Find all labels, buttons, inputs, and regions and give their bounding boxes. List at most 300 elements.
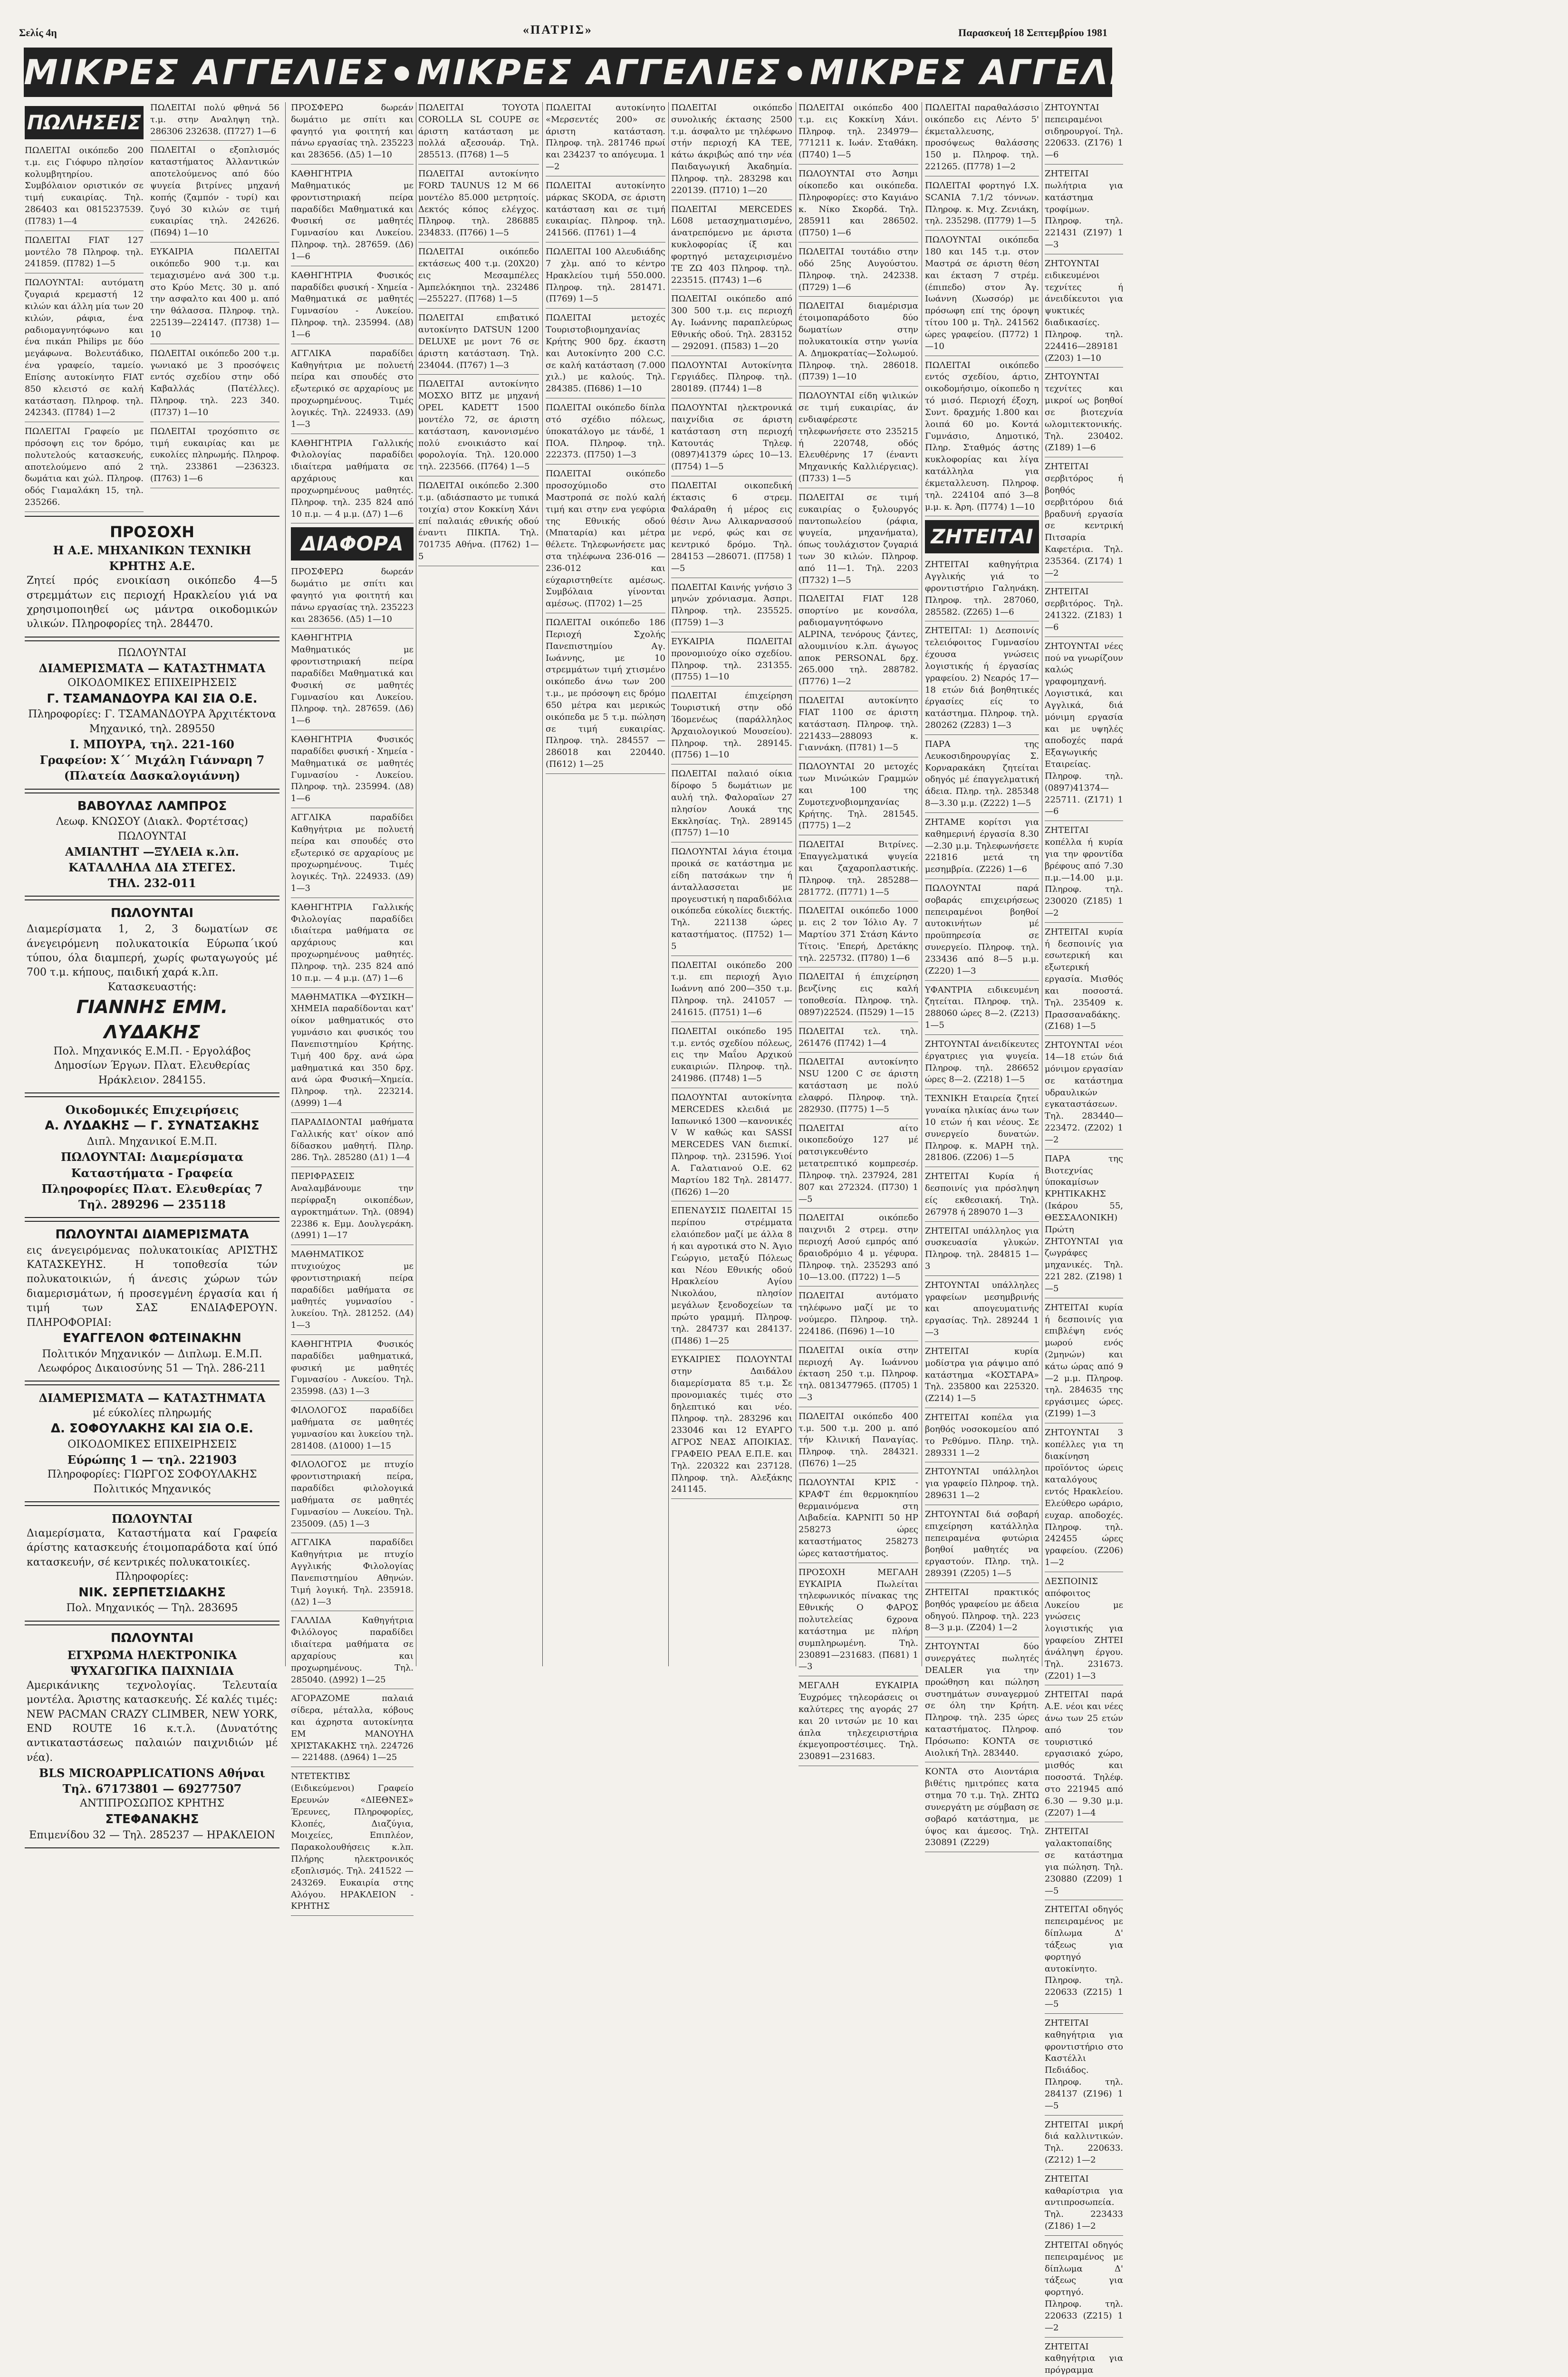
ad-text: ΠΡΟΣΦΕΡΩ δωρεάν δωμάτιο με σπίτι και φαγητό για φοιτητή και πάνω εργασίας τηλ. 235223 και 283656. (Δ5) 1—10 (291, 103, 414, 160)
ad-text: ΠΩΛΕΙΤΑΙ οικόπεδο 400 τ.μ. 500 τ.μ. 200 μ. από τήν Κλινική Παναγίας. Πληροφ. τηλ. 284321. (Π676) 1—25 (798, 1411, 918, 1469)
classified-ad (798, 593, 918, 691)
notice-phone: ΤΗΛ. 232-011 (107, 876, 197, 890)
classified-ad (671, 480, 792, 578)
column-4 (546, 102, 665, 1666)
classified-ad (25, 426, 144, 512)
column-6 (798, 102, 918, 1762)
ad-text: ΠΩΛΕΙΤΑΙ οικόπεδο 200 τ.μ. γωνιακό με 3 προσόψεις εντός σχεδίου στην οδό Καβαλλάς (Πατέλλες). Πληροφ. τηλ. 223 340. (Π737) 1—10 (150, 348, 279, 417)
classified-ad (925, 1412, 1039, 1462)
ad-text: ΖΗΤΟΥΝΤΑΙ 3 κοπέλλες για τη διακίνηση προϊόντος ώρεις καταλόγους εντός Ηρακλείου. Ελεύθερο ωράριο, ευχαρ. αποδοχές. Πληροφ. τηλ. 242455 ώρες γραφείου. (Z206) 1—2 (1045, 1427, 1123, 1568)
ad-text: ΠΩΛΟΥΝΤΑΙ: αυτόματη ζυγαριά κρεμαστή 12 κιλών και άλλη μία των 20 κιλών, ράφια, ένα ραδιομαγνητόφωνο και ένα πικάπ Philips με δύο μεγάφωνα. Βολευτάδικο, ένα γραφείο, ταμείο. Επίσης αυτοκίνητο FIAT 850 κλειστό σε καλή κατάσταση. Πληροφ. τηλ. 242343. (Π784) 1—2 (25, 278, 144, 418)
notice-info: Πληροφορίες: ΓΙΩΡΓΟΣ ΣΟΦΟΥΛΑΚΗΣ Πολιτικός Μηχανικός (47, 1469, 257, 1495)
classified-ad (798, 168, 918, 242)
classified-ad (798, 761, 918, 835)
banner-title: ΜΙΚΡΕΣ ΑΓΓΕΛΙΕΣ (809, 52, 1175, 92)
classified-ad (925, 559, 1039, 621)
section-title-wanted: ΖΗΤΕΙΤΑΙ (925, 520, 1039, 553)
ad-text: ΠΩΛΕΙΤΑΙ οικόπεδο 200 τ.μ. εις Γιόφυρο πλησίον κολυμβητηρίου. Συμβόλαιον οριστικόν σε τιμή ευκαιρίας. Τηλ. 286403 και 0815237539. (Π783) 1—4 (25, 145, 144, 226)
ad-text: ΠΩΛΕΙΤΑΙ ή έπιχείρηση βενζίνης εις καλή τοποθεσία. Πληροφ. τηλ. 0897)22524. (Π529) 1—15 (798, 972, 918, 1017)
notice-company: ΓΙΑΝΝΗΣ ΕΜΜ. ΛΥΔΑΚΗΣ (76, 996, 228, 1043)
classified-ad (798, 695, 918, 757)
notice-body: Διαμερίσματα, Καταστήματα καί Γραφεία άρίστης κατασκευής έτοιμοπαράδοτα καί ύπό κατασκευήν, σέ κεντρικές πολυκατοικίες. (27, 1527, 278, 1568)
classified-ad (925, 1226, 1039, 1276)
column-1a (25, 102, 144, 516)
notice-title: ΠΩΛΟΥΝΤΑΙ (110, 1631, 194, 1645)
notice-body: Ζητεί πρός ενοικίαση οικόπεδο 4—5 στρεμμάτων εις περιοχή Ηρακλείου γιά να χρησιμοποιηθεί ως μάντρα οικοδομικών υλικών. Πληροφορίες τηλ. 284470. (27, 575, 278, 630)
ad-text: ΠΩΛΟΥΝΤΑΙ λάγια έτοιμα προικά σε κατάστημα με είδη πατσάκων την ή άνταλλασσεται με προγευστική η παραδιδόλια οικόπεδα εύκολίες διεκτής. Τηλ. 221138 ώρες καταστήματος. (Π752) 1—5 (671, 847, 792, 951)
ad-text: ΠΩΛΟΥΝΤΑΙ 20 μετοχές των Μινώικών Γραμμών και 100 της Ζυμοτεχνοβιομηχανίας Κρήτης. Τηλ. 281545. (Π775) 1—2 (798, 762, 918, 831)
classified-ad (925, 625, 1039, 734)
notice-title: ΠΡΟΣΟΧΗ (110, 522, 194, 541)
classified-ad (925, 1093, 1039, 1167)
ad-list (671, 102, 792, 1499)
classified-ad (1045, 2174, 1123, 2236)
classified-ad (1045, 1826, 1123, 1900)
ad-text: ΠΩΛΕΙΤΑΙ FIAT 128 σπορτίνο με κονσόλα, ραδιομαγνητόφωνο ALPINA, τενόρους ζάντες, αλουμινίου κ.λπ. άγωγος αποκ PERSONAL δρχ. 265.000 τηλ. 288782. (Π776) 1—2 (798, 594, 918, 687)
classified-ad (798, 971, 918, 1022)
classified-ad (925, 102, 1039, 176)
classified-ad (291, 1537, 414, 1611)
classified-ad (546, 312, 665, 398)
ad-text: ΖΗΤΕΙΤΑΙ πρακτικός βοηθός γραφείου με άδεια οδηγού. Πληροφ. τηλ. 223 8—3 μ.μ. (Z204) 1—2 (925, 1587, 1039, 1633)
ad-text: ΠΩΛΕΙΤΑΙ αυτοκίνητο FORD TAUNUS 12 Μ 66 μοντέλο 85.000 μετρητοίς. Δεκτός κόπος ελέγχος. Πληροφ. τηλ. 286885 234833. (Π766) 1—5 (418, 169, 539, 238)
classified-ad (418, 480, 539, 566)
ad-text: ΠΩΛΕΙΤΑΙ τροχόσπιτο σε τιμή ευκαιρίας και με ευκολίες πληρωμής. Πληροφ. τηλ. 233861 —236323. (Π763) 1—6 (150, 426, 279, 484)
notice-foteinakis (25, 1221, 279, 1382)
classified-ad (1045, 1302, 1123, 1423)
page-number: Σελίς 4η (19, 27, 57, 39)
ad-text: ΚΑΘΗΓΗΤΡΙΑ Φυσικός παραδίδει φυσική - Χημεία - Μαθηματικά σε μαθητές Γυμνασίου - Λυκείου. Πληροφ. τηλ. 235994. (Δ8) 1—6 (291, 270, 414, 339)
classified-ad (925, 1171, 1039, 1221)
ad-text: ΖΗΤΟΥΝΤΑΙ πεπειραμένοι σιδηρουργοί. Τηλ. 220633. (Z176) 1—6 (1045, 103, 1123, 160)
classified-ad (671, 1026, 792, 1088)
classified-ad (925, 234, 1039, 356)
ad-text: ΖΗΤΟΥΝΤΑΙ δύο συνεργάτες πωλητές DEALER για την προώθηση και πώληση συστημάτων συναγερμού σε όλη την Κρήτη. Πληροφ. τηλ. 235 ώρες καταστήματος. Πληροφ. Πρόσωπο: ΚΟΝΤΑ σε Αιολική Τηλ. 283440. (925, 1642, 1039, 1758)
notice-address: Γραφείον: Χ΄΄ Μιχάλη Γιάνναρη 7 (Πλατεία Δασκαλογιάννη) (39, 753, 265, 783)
ad-text: ΖΗΤΕΙΤΑΙ κυρία ή δεσποινίς για εσωτερική και εξωτερική εργασία. Μισθός και ποσοστά. Τηλ. 235409 κ. Πρασσαναδάκης. (Z168) 1—5 (1045, 927, 1123, 1032)
banner-separator: ● (1179, 61, 1198, 83)
classified-ad (546, 246, 665, 309)
classified-ad (1045, 2240, 1123, 2338)
ad-text: ΠΩΛΕΙΤΑΙ τελ. τηλ. 261476 (Π742) 1—4 (798, 1026, 918, 1048)
classified-ad (1045, 641, 1123, 821)
ad-text: ΖΗΤΕΙΤΑΙ κοπέλλα ή κυρία για την φροντίδα βρέφους από 7.30 π.μ.—14.00 μ.μ. Πληροφ. τηλ. 230020 (Z185) 1—2 (1045, 825, 1123, 918)
notice-company: ΕΥΑΓΓΕΛΟΝ ΦΩΤΕΙΝΑΚΗΝ (63, 1331, 241, 1345)
classified-ad (418, 246, 539, 309)
notice-title: ΔΙΑΜΕΡΙΣΜΑΤΑ — ΚΑΤΑΣΤΗΜΑΤΑ (38, 1391, 266, 1405)
ad-text: ΖΗΤΕΙΤΑΙ παρά Α.Ε. νέοι και νέες άνω των 25 ετών από τον τουριστικό εργασιακό χώρο, μισθός και ποσοστά. Τηλέφ. στο 221945 από 6.30 — 9.30 μ.μ. (Z207) 1—4 (1045, 1690, 1123, 1818)
notice-sub: ΕΓΧΡΩΜΑ ΗΛΕΚΤΡΟΝΙΚΑ ΨΥΧΑΓΩΓΙΚΑ ΠΑΙΧΝΙΔΙΑ (67, 1648, 237, 1678)
classified-ad (291, 1171, 414, 1245)
classified-ad (291, 1339, 414, 1401)
banner-separator: ● (393, 61, 412, 83)
classified-ad (798, 905, 918, 967)
ad-text: ΠΩΛΕΙΤΑΙ οικόπεδο δίπλα στό σχέδιο πόλεως, ύποκατάλογο με τάνδέ, 1 ΠΟΑ. Πληροφ. τηλ. 222373. (Π750) 1—3 (546, 403, 665, 460)
banner-title: ΜΙΚΡΕΣ ΑΓΓΕΛΙΕΣ (416, 52, 782, 92)
notice-title: ΠΩΛΟΥΝΤΑΙ ΔΙΑΜΕΡΙΣΜΑΤΑ (55, 1227, 249, 1242)
ad-text: ΑΓΓΛΙΚΑ παραδίδει Καθηγήτρια με πολυετή πείρα και σπουδές στο εξωτερικό σε αρχαρίους με προχωρημένους. Τιμές λογικές. Τηλ. 224933. (Δ9) 1—3 (291, 812, 414, 893)
ad-text: ΠΩΛΟΥΝΤΑΙ ηλεκτρονικά παιχνίδια σε άριστη κατάσταση στη περιοχή Κατουτάς Τηλεφ. (0897)41379 ώρες 10—13. (Π754) 1—5 (671, 403, 792, 472)
notice-body: εις άνεγειρόμενας πολυκατοικίας ΑΡΙΣΤΗΣ ΚΑΤΑΣΚΕΥΗΣ. Η τοποθεσία τών πολυκατοικιών, ή άνεσις χώρων τών διαμερισμάτων, ή προσεγμένη έργασία και ή τιμή των ΣΑΣ ΕΝΔΙΑΦΕΡΟΥΝ. ΠΛΗΡΟΦΟΡΙΑΙ: (27, 1244, 278, 1329)
ad-list (291, 102, 414, 523)
ad-text: ΦΙΛΟΛΟΓΟΣ παραδίδει μαθήματα σε μαθητές γυμνασίου και λυκείου τηλ. 281408. (Δ1000) 1—15 (291, 1405, 414, 1451)
classified-ad (1045, 168, 1123, 254)
ad-text: ΠΩΛΕΙΤΑΙ οικόπεδο από 300 500 τ.μ. εις περιοχή Αγ. Ιωάννης παραπλεύρως Εθνικής οδού. Τηλ. 283152 — 292091. (Π583) 1—20 (671, 294, 792, 351)
column-divider (668, 102, 669, 1666)
ad-text: ΖΗΤΕΙΤΑΙ καθηγήτρια για πρόγραμμα (1045, 2341, 1123, 2376)
classified-ad (798, 246, 918, 297)
banner-title: ΜΙΚΡΕΣ ΑΓΓΕΛΙΕΣ (1202, 52, 1568, 92)
ad-text: ΖΗΤΕΙΤΑΙ καθαρίστρια για αντιπροσωπεία. Τηλ. 223433 (Z186) 1—2 (1045, 2174, 1123, 2232)
ad-text: ΠΩΛΟΥΝΤΑΙ παρά σοβαράς επιχειρήσεως πεπειραμένοι βοηθοί αυτοκινήτων μέ προϋπηρεσία σε συνεργείο. Πληροφ. τηλ. 233436 από 8—5 μ.μ. (Z220) 1—3 (925, 883, 1039, 976)
classified-ad (291, 348, 414, 434)
classified-ad (671, 1354, 792, 1499)
ad-text: ΠΩΛΕΙΤΑΙ FIAT 127 μοντέλο 78 Πληροφ. τηλ. 241859. (Π782) 1—5 (25, 235, 144, 269)
classified-ad (798, 1056, 918, 1119)
ad-text: ΠΩΛΕΙΤΑΙ οικόπεδο συνολικής έκτασης 2500 τ.μ. άσφαλτο με τηλέφωνο στήν περιοχή ΚΑ ΤΕΕ, κάτω άκριβώς από την νέα Παιδαγωγική Άκαδημία. Πληροφ. τηλ. 283298 και 220139. (Π710) 1—20 (671, 103, 792, 195)
ad-text: ΠΩΛΕΙΤΑΙ TOYOTA COROLLA SL COUPE σε άριστη κατάσταση με πολλά αξεσουάρ. Τηλ. 285513. (Π768) 1—5 (418, 103, 539, 160)
notice-phone: Πολ. Μηχανικός — Τηλ. 283695 (66, 1602, 238, 1614)
ad-list (925, 102, 1039, 516)
notice-title: ΠΩΛΟΥΝΤΑΙ (117, 647, 187, 659)
ad-text: ΠΩΛΕΙΤΑΙ οικόπεδο εκτάσεως 400 τ.μ. (20Χ20) εις Μεσαμπέλες Άμπελόκηποι τηλ. 232486 —255227. (Π768) 1—5 (418, 247, 539, 304)
classified-ad (671, 1092, 792, 1201)
notice-sub: μέ εύκολίες πληρωμής (93, 1407, 212, 1419)
banner-title: ΜΙΚΡΕΣ ΑΓΓΕΛΙΕΣ (24, 52, 389, 92)
classified-ad (798, 1477, 918, 1563)
notice-label: Πληροφορίες: (115, 1571, 189, 1583)
ad-text: ΚΑΘΗΓΗΤΡΙΑ Γαλλικής Φιλολογίας παραδίδει ιδιαίτερα μαθήματα σε αρχάριους και προχωρημένους μαθητές. Πληροφ. τηλ. 235 824 από 10 π.μ. — 4 μ.μ. (Δ7) 1—6 (291, 902, 414, 983)
notice-company: Γ. ΤΣΑΜΑΝΔΟΥΡΑ ΚΑΙ ΣΙΑ Ο.Ε. (47, 691, 258, 706)
ad-text: ΠΩΛΟΥΝΤΑΙ στο Άσημι οίκοπεδο και οικόπεδα. Πληροφορίες: στο Καγιάνο κ. Νίκο Σκορδά. Τηλ. 285911 και 286502. (Π750) 1—6 (798, 169, 918, 238)
classified-ad (546, 180, 665, 242)
ad-text: ΚΑΘΗΓΗΤΡΙΑ Φυσικός παραδίδει μαθηματικά, φυσική με μαθητές Γυμνασίου - Λυκείου. Τηλ. 235998. (Δ3) 1—3 (291, 1339, 414, 1397)
classified-ad (25, 235, 144, 273)
classified-ad (925, 985, 1039, 1035)
notice-title: ΠΩΛΟΥΝΤΑΙ (117, 830, 187, 842)
classifieds-banner (24, 48, 1568, 97)
classified-ad (925, 180, 1039, 231)
ad-text: ΠΑΡΑ της Λευκοσιδηρουργίας Σ. Κορναρακάκη ζητείται οδηγός μέ έπαγγελματική άδεια. Πληρ. τηλ. 285348 8—3.30 μ.μ. (Z222) 1—5 (925, 739, 1039, 809)
notice-company: ΒΑΒΟΥΛΑΣ ΛΑΜΠΡΟΣ (77, 799, 227, 813)
classified-ad (1045, 258, 1123, 367)
notice-item: ΠΩΛΟΥΝΤΑΙ: Διαμερίσματα (60, 1150, 244, 1164)
notice-sub: ΟΙΚΟΔΟΜΙΚΕΣ ΕΠΙΧΕΙΡΗΣΕΙΣ (67, 677, 237, 689)
ad-text: ΑΓΓΛΙΚΑ παραδίδει Καθηγήτρια με πτυχίο Αγγλικής Φιλολογίας Πανεπιστημίου Αθηνών. Τιμή λογική. Τηλ. 235918. (Δ2) 1—3 (291, 1537, 414, 1607)
notice-phone: Ι. ΜΠΟΥΡΑ, τηλ. 221-160 (70, 737, 234, 752)
notice-company: Δ. ΣΟΦΟΥΛΑΚΗΣ ΚΑΙ ΣΙΑ Ο.Ε. (50, 1421, 254, 1436)
classified-ad (1045, 2018, 1123, 2116)
classified-ad (291, 734, 414, 808)
classified-ad (546, 617, 665, 774)
classified-ad (798, 1026, 918, 1053)
classified-ad (925, 1587, 1039, 1637)
ad-text: ΠΩΛΕΙΤΑΙ οικόπεδο 400 τ.μ. εις Κοκκίνη Χάνι. Πληροφ. τηλ. 234979—771211 κ. Ιωάν. Σταθάκη. (Π740) 1—5 (798, 103, 918, 160)
classified-ad (671, 636, 792, 686)
ad-text: ΠΡΟΣΟΧΗ ΜΕΓΑΛΗ ΕΥΚΑΙΡΙΑ Πωλείται τηλεφωνικός πίνακας της Εθνικής Ο ΦΑΡΟΣ πολυτελείας 6χρονα κατάστημα με πλήρη συμπληρωμένη. Τηλ. 230891—231683. (Π681) 1—3 (798, 1567, 918, 1672)
classified-ad (671, 293, 792, 356)
ad-text: ΖΗΤΕΙΤΑΙ καθηγήτρια Αγγλικής γιά το φροντιστήριο Γαληνάκη. Πληροφ. τηλ. 287060, 285582. (Z265) 1—6 (925, 560, 1039, 617)
ad-list (546, 102, 665, 774)
ad-text: ΖΗΤΕΙΤΑΙ υπάλληλος για συσκευασία γλυκών. Πληροφ. τηλ. 284815 1—3 (925, 1226, 1039, 1271)
notice-label: Κατασκευαστής: (107, 981, 197, 993)
classified-ad (925, 1280, 1039, 1342)
classified-ad (418, 168, 539, 242)
classified-ad (798, 300, 918, 387)
notice-company: Α. ΛΥΔΑΚΗΣ — Γ. ΣΥΝΑΤΣΑΚΗΣ (45, 1119, 260, 1133)
ad-text: ΚΑΘΗΓΗΤΡΙΑ Μαθηματικός με φροντιστηριακή πείρα παραδίδει Μαθηματικά και Φυσική σε μαθητές Γυμνασίου και Λυκείου. Πληροφ. τηλ. 287659. (Δ6) 1—6 (291, 633, 414, 726)
ad-text: ΠΩΛΕΙΤΑΙ τουτάδιο στην οδό 25ης Αυγούστου. Πληροφ. τηλ. 242338. (Π729) 1—6 (798, 247, 918, 292)
notice-phone: Τηλ. 289296 — 235118 (78, 1197, 226, 1211)
notice-sofoulakis (25, 1384, 279, 1502)
ad-text: ΑΓΓΛΙΚΑ παραδίδει Καθηγήτρια με πολυετή πείρα και σπουδές στο εξωτερικό σε αρχαρίους με προχωρημένους. Τιμές λογικές. Τηλ. 224933. (Δ9) 1—3 (291, 348, 414, 429)
page-header (19, 14, 1107, 48)
section-title-sales: ΠΩΛΗΣΕΙΣ (25, 106, 144, 139)
classified-ad (1045, 461, 1123, 582)
classified-ad (671, 960, 792, 1022)
ad-text: ΠΩΛΟΥΝΤΑΙ αυτοκίνητα MERCEDES κλειδιά με Ιαπωνικό 1300 —κανονικές V W καθώς και SASSI MERCEDES VAN διεπικί. Πληροφ. τηλ. 231596. Υιοί Α. Γαλατιανού Ο.Ε. 62 Μαρτίου 182 Τηλ. 281477. (Π626) 1—20 (671, 1092, 792, 1197)
ad-text: ΔΕΣΠΟΙΝΙΣ απόφοιτος Λυκείου με γνώσεις λογιστικής για γραφείου ΖΗΤΕΙ άνάληψη έργου. Τηλ. 231673. (Z201) 1—3 (1045, 1576, 1123, 1681)
classified-ad (291, 812, 414, 898)
ad-text: ΠΩΛΕΙΤΑΙ φορτηγό Ι.Χ. SCANIA 7.1/2 τόννων. Πληροφ. κ. Μιχ. Ζενιάκη, τηλ. 235298. (Π779) 1—5 (925, 180, 1039, 226)
notice-proschi (25, 516, 279, 638)
ad-text: ΠΩΛΟΥΝΤΑΙ οικόπεδα 180 και 145 τ.μ. στον Μαστρά σε άριστη θέση και έκταση 7 στρέμ. (έπιπεδο) στον Άγ. Ιωάννη (Χωσσόρ) με πρόσωφη επί της όροψη τίτου 100 μ. Τηλ. 241562 ώρες γραφείου. (Π772) 1—10 (925, 235, 1039, 351)
classified-ad (150, 246, 279, 344)
column-2 (291, 102, 414, 1912)
ad-text: ΖΗΤΕΙΤΑΙ σερβιτόρος. Τηλ. 241322. (Z183) 1—6 (1045, 587, 1123, 632)
notice-lydakis (25, 899, 279, 1093)
ad-list (798, 102, 918, 1766)
notice-label: ΑΝΤΙΠΡΟΣΩΠΟΣ ΚΡΗΤΗΣ (80, 1797, 224, 1810)
classified-ad (925, 817, 1039, 879)
classified-ad (291, 1693, 414, 1767)
ad-text: ΖΗΤΕΙΤΑΙ κοπέλα για βοηθός νοσοκομείου από το Ρεθύμνο. Πληρ. τηλ. 289331 1—2 (925, 1412, 1039, 1458)
ad-text: ΕΥΚΑΙΡΙΑ ΠΩΛΕΙΤΑΙ προνομιούχο οίκο σχεδίου. Πληροφ. τηλ. 231355. (Π755) 1—10 (671, 636, 792, 682)
classified-ad (418, 102, 539, 164)
ad-text: ΠΩΛΕΙΤΑΙ οικόπεδο 195 τ.μ. εντός σχεδίου πόλεως, εις την Μαΐου Αρχικού ευκαιριών. Πληροφ. τηλ. 241986. (Π748) 1—5 (671, 1026, 792, 1084)
notice-company: ΣΤΕΦΑΝΑΚΗΣ (105, 1812, 199, 1826)
ad-text: ΠΩΛΕΙΤΑΙ αίτο οικοπεδούχο 127 μέ ρατσιγκευθέντο μετατρεπτικό κομπρεσέρ. Πληροφ. τηλ. 237924, 281 807 και 272324. (Π730) 1—5 (798, 1123, 918, 1204)
ad-text: ΦΙΛΟΛΟΓΟΣ με πτυχίο φροντιστηριακή πείρα, παραδίδει φιλολογικά μαθήματα σε μαθητές Γυμνασίου — Λυκείου. Τηλ. 235009. (Δ5) 1—3 (291, 1459, 414, 1529)
column-5 (671, 102, 792, 1666)
ad-text: ΖΗΤΕΙΤΑΙ πωλήτρια για κατάστημα τροφίμων. Πληροφ. τηλ. 221431 (Z197) 1—3 (1045, 169, 1123, 250)
notice-item: ΚΑΤΑΛΛΗΛΑ ΔΙΑ ΣΤΕΓΕΣ. (68, 860, 236, 875)
notice-tsamandoura (25, 640, 279, 790)
ad-text: ΚΑΘΗΓΗΤΡΙΑ Μαθηματικός με φροντιστηριακή πείρα παραδίδει Μαθηματικά και Φυσική σε μαθητές Γυμνασίου και Λυκείου. Πληροφ. τηλ. 287659. (Δ6) 1—6 (291, 169, 414, 261)
classified-ad (671, 102, 792, 200)
ad-text: ΠΩΛΕΙΤΑΙ Βιτρίνες. Έπαγγελματικά ψυγεία και ζαχαροπλαστικής. Πληροφ. τηλ. 285288—281772. (Π771) 1—5 (798, 840, 918, 897)
ad-text: ΠΕΡΙΦΡΑΣΕΙΣ Αναλαμβάνουμε την περίφραξη οικοπέδων, αγροκτημάτων. Τηλ. (0894) 22386 κ. Εμμ. Δουλγεράκη. (Δ991) 1—17 (291, 1171, 414, 1241)
ad-text: ΠΑΡΑΔΙΔΟΝΤΑΙ μαθήματα Γαλλικής κατ' οίκον από δίδασκου μαθητή. Πληρ. 286. Τηλ. 285280 (Δ1) 1—4 (291, 1117, 414, 1163)
ad-text: ΕΥΚΑΙΡΙΑ ΠΩΛΕΙΤΑΙ οικόπεδο 900 τ.μ. και τεμαχισμένο ανά 300 τ.μ. στο Κρύο Μετς. 30 μ. από την ασφαλτο και 400 μ. από την θάλασσα. Πληροφ. τηλ. 225139—224147. (Π738) 1—10 (150, 247, 279, 339)
ad-text: ΖΗΤΕΙΤΑΙ καθηγήτρια για φροντιστήριο στο Καστέλλι Πεδιάδος. Πληροφ. τηλ. 284137 (Z196) 1—5 (1045, 2018, 1123, 2111)
classified-ad (798, 492, 918, 590)
notice-title: Οικοδομικές Επιχειρήσεις (65, 1103, 239, 1117)
ad-text: ΠΩΛΕΙΤΑΙ αυτοκίνητο NSU 1200 C σε άριστη κατάσταση με πολύ ελαφρό. Πληροφ. τηλ. 282930. (Π775) 1—5 (798, 1057, 918, 1114)
classified-ad (798, 102, 918, 164)
ad-text: ΠΩΛΟΥΝΤΑΙ Αυτοκίνητα Γεργιάδες. Πληροφ. τηλ. 280189. (Π744) 1—8 (671, 360, 792, 394)
notice-address: Λεωφ. ΚΝΩΣΟΥ (Διακλ. Φορτέτσας) (56, 816, 248, 828)
notice-synatsakis (25, 1096, 279, 1218)
column-1b (150, 102, 279, 492)
ad-text: ΠΩΛΕΙΤΑΙ Γραφείο με πρόσοψη εις τον δρόμο, πολυτελούς κατασκευής, αποτελούμενο από 2 δωμάτια και χώλ. Πληροφ. οδός Γιαμαλάκη 15, τηλ. 235266. (25, 426, 144, 508)
classified-ad (925, 1641, 1039, 1762)
ad-text: ΖΗΤΟΥΝΤΑΙ διά σοβαρή επιχείρηση κατάλληλα πεπειραμένα φυτώρια βοηθοί μαθητές να εργαστούν. Πληρ. τηλ. 289391 (Z205) 1—5 (925, 1509, 1039, 1579)
column-8 (1045, 102, 1123, 2376)
classified-ad (291, 1249, 414, 1335)
banner-separator: ● (786, 61, 805, 83)
ad-text: ΖΗΤΕΙΤΑΙ κυρία μοδίστρα για ράψιμο από κατάστημα «ΚΟΣΤΑΡΑ» Τηλ. 235800 και 225320. (Z214) 1—5 (925, 1346, 1039, 1404)
classified-ad (546, 468, 665, 613)
ad-text: ΖΗΤΕΙΤΑΙ οδηγός πεπειραμένος με δίπλωμα Δ' τάξεως για φορτηγό. Πληροφ. τηλ. 220633 (Z215) 1—2 (1045, 2240, 1123, 2333)
classified-ad (671, 582, 792, 632)
classified-ad (291, 438, 414, 524)
classified-ad (546, 402, 665, 464)
ad-text: ΖΗΤΕΙΤΑΙ: 1) Δεσποινίς τελειόφοιτος Γυμνασίου έχουσα γνώσεις λογιστικής ή έργασίας γραφείου. 2) Νεαρός 17—18 ετών διά βοηθητικές έργασίες είς το κατάστημα. Πληροφ. τηλ. 280262 (Z283) 1—3 (925, 626, 1039, 731)
notice-company: ΝΙΚ. ΣΕΡΠΕΤΣΙΔΑΚΗΣ (78, 1585, 226, 1600)
classified-ad (798, 1345, 918, 1407)
ad-text: ΕΥΚΑΙΡΙΕΣ ΠΩΛΟΥΝΤΑΙ στην Δαιδάλου διαμερίσματα 85 τ.μ. Σε προνομιακές τιμές στο δηλεπτικό και νέο. Πληροφ. τηλ. 283296 και 233046 και 12 ΕΥΑΡΓΟ ΑΓΡΟΣ ΝΕΑΣ ΑΠΟΙΚΙΑΣ. ΓΡΑΦΕΙΟ ΡΕΑΛ Ε.Π.Ε. και Τηλ. 220322 και 237128. Πληροφ. τηλ. Αλεξάκης 241145. (671, 1354, 792, 1495)
classified-ad (925, 360, 1039, 517)
classified-ad (25, 277, 144, 422)
classified-ad (798, 1680, 918, 1766)
classified-ad (291, 168, 414, 266)
classified-ad (671, 846, 792, 956)
ad-text: ΠΩΛΟΥΝΤΑΙ ΚΡΙΣ - ΚΡΑΦΤ έπι θερμοκηπίου θερμαινόμενα στη Λιβαδεία. ΚΑΡΝΙΤΙ 50 ΗΡ 258273 ώρες καταστήματος 258273 ώρες καταστήματος. (798, 1477, 918, 1558)
classified-ad (150, 102, 279, 141)
notice-title: ΠΩΛΟΥΝΤΑΙ (110, 906, 194, 921)
classified-ad (798, 1123, 918, 1209)
ad-text: ΠΩΛΕΙΤΑΙ αυτοκίνητο μάρκας SKODA, σε άριστη κατάσταση και σε τιμή ευκαιρίας. Πληροφ. τηλ. 241566. (Π761) 1—4 (546, 180, 665, 238)
classified-ad (291, 1405, 414, 1455)
ad-list (418, 102, 539, 566)
classified-ad (671, 402, 792, 476)
ad-text: ΠΩΛΕΙΤΑΙ μετοχές Τουριστοβιομηχανίας Κρήτης 900 δρχ. έκαστη και Αυτοκίνητο 200 C.C. σε καλή κατάσταση (7.000 χιλ.) με καλούς. Τηλ. 284385. (Π686) 1—10 (546, 313, 665, 394)
ad-text: ΖΗΤΕΙΤΑΙ μικρή διά καλλιντικών. Τηλ. 220633. (Z212) 1—2 (1045, 2119, 1123, 2165)
classified-ad (291, 1615, 414, 1689)
classified-ad (291, 992, 414, 1113)
classified-ad (671, 360, 792, 398)
classified-ad (925, 883, 1039, 981)
ad-text: ΠΩΛΕΙΤΑΙ οικοπεδική έκτασις 6 στρεμ. Φαλάραθη ή μέρος εις θέσιν Άνω Αλικαρνασσού με νερό, φώς και σε κεντρικό δρόμο. Τηλ. 284153 —286071. (Π758) 1—5 (671, 481, 792, 573)
ad-text: ΚΑΘΗΓΗΤΡΙΑ Φυσικός παραδίδει φυσική - Χημεία - Μαθηματικά σε μαθητές Γυμνασίου - Λυκείου. Πληροφ. τηλ. 235994. (Δ8) 1—6 (291, 734, 414, 804)
ad-text: ΖΗΤΟΥΝΤΑΙ ειδικευμένοι τεχνίτες ή άνειδίκευτοι για ψυκτικές διαδικασίες. Πληροφ. τηλ. 224416—289181 (Z203) 1—10 (1045, 258, 1123, 363)
column-divider (285, 102, 286, 1666)
classified-ad (1045, 927, 1123, 1036)
classified-ad (671, 204, 792, 290)
ad-text: ΠΩΛΕΙΤΑΙ πολύ φθηνά 56 τ.μ. στην Αναληψη τηλ. 286306 232638. (Π727) 1—6 (150, 103, 279, 136)
classified-ad (925, 1766, 1039, 1852)
ad-text: ΖΗΤΕΙΤΑΙ Κυρία ή δεσποινίς για πρόσληψη είς εκθεσιακή. Τηλ. 267978 ή 289070 1—3 (925, 1171, 1039, 1217)
classified-ad (798, 390, 918, 488)
ad-text: ΖΗΤΟΥΝΤΑΙ νέοι 14—18 ετών διά μόνιμον εργασίαν σε κατάστημα υδραυλικών εγκαταστάσεων. Τηλ. 283440—223472. (Z202) 1—2 (1045, 1040, 1123, 1145)
notice-address: Εύρώπης 1 — τηλ. 221903 (67, 1453, 237, 1467)
ad-text: ΠΩΛΕΙΤΑΙ οικόπεδο 1000 μ. εις 2 τον Ίόλιο Αγ. 7 Μαρτίου 371 Στάση Κάντο Τίτοις. 'Επερή, Δρετάκης τηλ. 225732. (Π780) 1—6 (798, 906, 918, 963)
column-divider (542, 102, 543, 1666)
classified-ad (798, 1212, 918, 1286)
notice-body: Διαμερίσματα 1, 2, 3 δωματίων σε άνεγειρόμενη πολυκατοικία Εύρωπα΄ικού τύπου, όλα διαμπερή, χωρίς φωταγωγούς μέ 700 τ.μ. κήπους, παιδική χαρά κ.λπ. (27, 923, 278, 979)
ad-text: ΜΑΘΗΜΑΤΙΚΟΣ πτυχιούχος με φροντιστηριακή πείρα παραδίδει μαθήματα σε μαθητές γυμνασίου - λυκείου. Τηλ. 281252. (Δ4) 1—3 (291, 1249, 414, 1331)
ad-text: ΖΗΤΕΙΤΑΙ κυρία ή δεσποινίς για επιβλέψη ενός μωρού ενός (2μηνών) και κάτω ώρας από 9—2 μ.μ. Πληροφ. τηλ. 284635 της εργάσιμες ώρες. (Z199) 1—3 (1045, 1302, 1123, 1419)
ad-text: ΠΑΡΑ της Βιοτεχνίας ύποκαμίσων ΚΡΗΤΙΚΑΚΗΣ (Ικάρου 55, ΘΕΣΣΑΛΟΝΙΚΗ) Πρώτη ΖΗΤΟΥΝΤΑΙ για ζωγράφες μηχανικές. Τηλ. 221 282. (Z198) 1—5 (1045, 1153, 1123, 1294)
ad-text: ΠΩΛΕΙΤΑΙ οικία στην περιοχή Αγ. Ιωάννου έκταση 250 τ.μ. Πληροφ. τηλ. 0813477965. (Π705) 1—3 (798, 1345, 918, 1402)
classified-ad (1045, 371, 1123, 457)
classified-ad (1045, 1040, 1123, 1149)
classified-ad (291, 1771, 414, 1916)
ad-text: ΖΗΤΟΥΝΤΑΙ νέες πού να γνωρίζουν καλώς γραφομηχανή. Λογιστικά, και Αγγλικά, διά μόνιμη εργασία και με υψηλές αποδοχές παρά Εξαγωγικής Εταιρείας. Πληροφ. τηλ. (0897)41374—225711. (Z171) 1—6 (1045, 641, 1123, 817)
issue-date: Παρασκευή 18 Σεπτεμβρίου 1981 (958, 27, 1107, 39)
newspaper-title: «ΠΑΤΡΙΣ» (523, 23, 593, 37)
ad-text: ΖΗΤΑΜΕ κορίτσι για καθημερινή έργασία 8.30—2.30 μ.μ. Τηλεφωνήσετε 221816 μετά τη μεσημβρία. (Z226) 1—6 (925, 817, 1039, 875)
ad-list (150, 102, 279, 488)
ad-text: ΓΑΛΛΙΔΑ Καθηγήτρια Φιλόλογος παραδίδει ιδιαίτερα μαθήματα σε αρχαρίους και προχωρημένους. Τηλ. 285040. (Δ992) 1—25 (291, 1615, 414, 1685)
classified-ad (925, 1346, 1039, 1408)
notice-item: ΑΜΙΑΝΤΗΤ —ΞΥΛΕΙΑ κ.λπ. (65, 845, 239, 859)
classified-ad (1045, 2119, 1123, 2170)
ad-text: ΠΩΛΕΙΤΑΙ αυτοκίνητο FIAT 1100 σε άριστη κατάσταση. Πληροφ. τηλ. 221433—288093 κ. Γιαννάκη. (Π781) 1—5 (798, 696, 918, 753)
ad-text: ΠΩΛΕΙΤΑΙ οικόπεδο παιχνιδι 2 στρεμ. στην περιοχή Ασού εμπρός από δραιοδρόμιο 4 μ. γέφυρα. Πληροφ. τηλ. 235293 από 10—13.00. (Π722) 1—5 (798, 1213, 918, 1282)
ad-text: ΠΩΛΕΙΤΑΙ οικόπεδο 2.300 τ.μ. (αδιάσπαστο με τυπικά τοιχία) στον Κοκκίνη Χάνι επί παλαιάς εθνικής οδού έναντι ΠΙΚΠΑ. Τηλ. 701735 Αθήνα. (Π762) 1—5 (418, 481, 539, 561)
classified-ad (1045, 2341, 1123, 2377)
ad-list (1045, 102, 1123, 2377)
classified-ad (291, 566, 414, 628)
section-title-misc: ΔΙΑΦΟΡΑ (291, 527, 414, 560)
classified-ad (671, 1205, 792, 1350)
ad-text: ΤΕΧΝΙΚΗ Εταιρεία ζητεί γυναίκα ηλικίας άνω των 10 ετών ή και νέους. Σε συνεργείο δυνατών. Πληροφ. κ. ΜΑΡΗ τηλ. 281806. (Z206) 1—5 (925, 1093, 1039, 1163)
classified-ad (25, 145, 144, 231)
ad-text: ΠΩΛΕΙΤΑΙ MERCEDES L608 μετασχηματισμένο, άνατρεπόμενο με άριστα κυκλοφορίας ίξ και φορτηγό μεταχειρισμένο ΤΕ ΖΩ 403 Πληροφ. τηλ. 223515. (Π743) 1—6 (671, 204, 792, 285)
notice-serpetsidakis (25, 1505, 279, 1622)
ad-text: ΠΩΛΕΙΤΑΙ αυτόματο τηλέφωνο μαζί με το νούμερο. Πληροφ. τηλ. 224186. (Π696) 1—10 (798, 1291, 918, 1336)
ad-text: ΠΩΛΕΙΤΑΙ οικόπεδο εντός σχεδίου, άρτιο, οικοδομήσιμο, οίκοπεδο η τό μισό. Περιοχή έξοχη, Συντ. δραχμής 1.800 και λοιπά 60 μο. Κοντά Γυμνάσιο, Δημοτικό, Πληρ. Σταθμός άστης κυκλοφορίας και λίγα κατάλληλα για έκμεταλλευση. Πληροφ. τηλ. 224104 από 3—8 μ.μ. κ. Άρη. (Π774) 1—10 (925, 360, 1039, 512)
classified-ad (291, 1459, 414, 1533)
column-7 (925, 102, 1039, 1848)
notice-item: Καταστήματα - Γραφεία (71, 1166, 233, 1180)
classified-ad (925, 1466, 1039, 1505)
ad-text: ΖΗΤΟΥΝΤΑΙ υπάλληλοι για γραφείο Πληροφ. τηλ. 289631 1—2 (925, 1467, 1039, 1501)
ad-text: ΠΩΛΕΙΤΑΙ ο εξοπλισμός καταστήματος Άλλαντικών αποτελούμενος από δύο ψυγεία βιτρίνες μηχανή κοπής (ζαμπόν - τυρί) και ζυγό 30 κιλών σε τιμή ευκαιρίας τηλ. 242626. (Π694) 1—10 (150, 145, 279, 238)
column-3 (418, 102, 539, 1666)
notice-title: ΠΩΛΟΥΝΤΑΙ (111, 1512, 193, 1526)
ad-text: ΚΑΘΗΓΗΤΡΙΑ Γαλλικής Φιλολογίας παραδίδει ιδιαίτερα μαθήματα σε αρχάριους και προχωρημένους μαθητές. Πληροφ. τηλ. 235 824 από 10 π.μ. — 4 μ.μ. (Δ7) 1—6 (291, 438, 414, 519)
ad-text: ΠΩΛΕΙΤΑΙ διαμέρισμα έτοιμοπαράδοτο δύο δωματίων στην πολυκατοικία στην γωνία Α. Δημοκρατίας—Σολωμού. Πληροφ. τηλ. 286018. (Π739) 1—10 (798, 301, 918, 382)
notice-info: Πληροφορίες Πλατ. Ελευθερίας 7 (41, 1181, 263, 1196)
column-1 (25, 102, 279, 1841)
ad-text: ΕΠΕΝΔΥΣΙΣ ΠΩΛΕΙΤΑΙ 15 περίπου στρέμματα ελαιόπεδον μαζί με άλλα 8 ή και αγροτικά στο Ν. Άγιο Γεώργιο, μεταξύ Πόλεως και Νέου Εθνικής οδού Ηρακλείου Αγίου Νικολάου, πλησίον μεγάλων ξενοδοχείων τα πρώτο γραμμή. Πληροφ. τηλ. 284737 και 284137. (Π486) 1—25 (671, 1206, 792, 1346)
ad-text: ΑΓΟΡΑΖΟΜΕ παλαιά σίδερα, μέταλλα, κόβους και άχρηστα αυτοκίνητα ΕΜ ΜΑΝΟΥΗΛ ΧΡΙΣΤΑΚΑΚΗΣ τηλ. 224726 — 221488. (Δ964) 1—25 (291, 1693, 414, 1763)
ad-text: ΚΟΝΤΑ στο Αιοντάρια βιθέτις ημιτρόπες κατα στημα 70 τ.μ. Τηλ. ΖΗΤΩ συνεργάτη με σύμβαση σε σοβαρό κατάστημα, με ύψος και άμεσος. Τηλ. 230891 (Z229) (925, 1767, 1039, 1848)
ad-list (25, 145, 144, 512)
ad-text: ΠΩΛΕΙΤΑΙ σε τιμή ευκαιρίας ο ξυλουργός παντοπωλείου (ράφια, ψυγεία, μηχανήματα), όπως τουλάχιστον ζυγαριά των 30 κιλών. Πληροφ. από 11—1. Τηλ. 2203 (Π732) 1—5 (798, 492, 918, 585)
ad-text: ΖΗΤΕΙΤΑΙ σερβιτόρος ή βοηθός σερβιτόρου διά βραδυνή εργασία σε κεντρική Πιτσαρία Καφετέρια. Τηλ. 235364. (Z174) 1—2 (1045, 462, 1123, 578)
notice-info: Πολιτικόν Μηχανικόν — Διπλωμ. Ε.Μ.Π. Λεωφόρος Δικαιοσύνης 51 — Τηλ. 286-211 (38, 1348, 266, 1375)
classified-ad (925, 1509, 1039, 1583)
notice-body: Αμερικάνικης τεχνολογίας. Τελευταία μοντέλα. Άριστης κατασκευής. Σέ καλές τιμές: NEW PACMAN CRAZY CLIMBER, NEW YORK, END ROUTE 16 κ.τ.λ. (Δυνατότης αντικαταστάσεως παλαιών παιχνιδιών μέ νέα). (27, 1679, 278, 1764)
classified-ad (925, 739, 1039, 813)
classified-ad (546, 102, 665, 176)
ad-text: ΖΗΤΕΙΤΑΙ γαλακτοπαίδης σε κατάστημα για πώληση. Τηλ. 230880 (Z209) 1—5 (1045, 1826, 1123, 1896)
notice-sub: ΟΙΚΟΔΟΜΙΚΕΣ ΕΠΙΧΕΙΡΗΣΕΙΣ (67, 1438, 237, 1450)
classified-ad (925, 1039, 1039, 1089)
classified-ad (1045, 1576, 1123, 1685)
ad-text: ΝΤΕΤΕΚΤΙΒΣ (Ειδικεύμενοι) Γραφείο Ερευνών «ΔΙΕΘΝΕΣ» Έρευνες, Πληροφορίες, Κλοπές, Διαζύγια, Μοιχείες, Επιπλέον, Παρακολουθήσεις κ.λπ. Πλήρης ηλεκτρονικός εξοπλισμός. Τηλ. 241522 — 243269. Ευκαιρία στης Αλόγου. ΗΡΑΚΛΕΙΟΝ - ΚΡΗΤΗΣ (291, 1771, 414, 1912)
classified-ad (291, 270, 414, 344)
notice-sub: ΔΙΑΜΕΡΙΣΜΑΤΑ — ΚΑΤΑΣΤΗΜΑΤΑ (38, 661, 266, 676)
classified-ad (1045, 102, 1123, 164)
notice-stefanakis (25, 1624, 279, 1848)
classified-ad (671, 690, 792, 764)
ad-list (291, 566, 414, 1916)
